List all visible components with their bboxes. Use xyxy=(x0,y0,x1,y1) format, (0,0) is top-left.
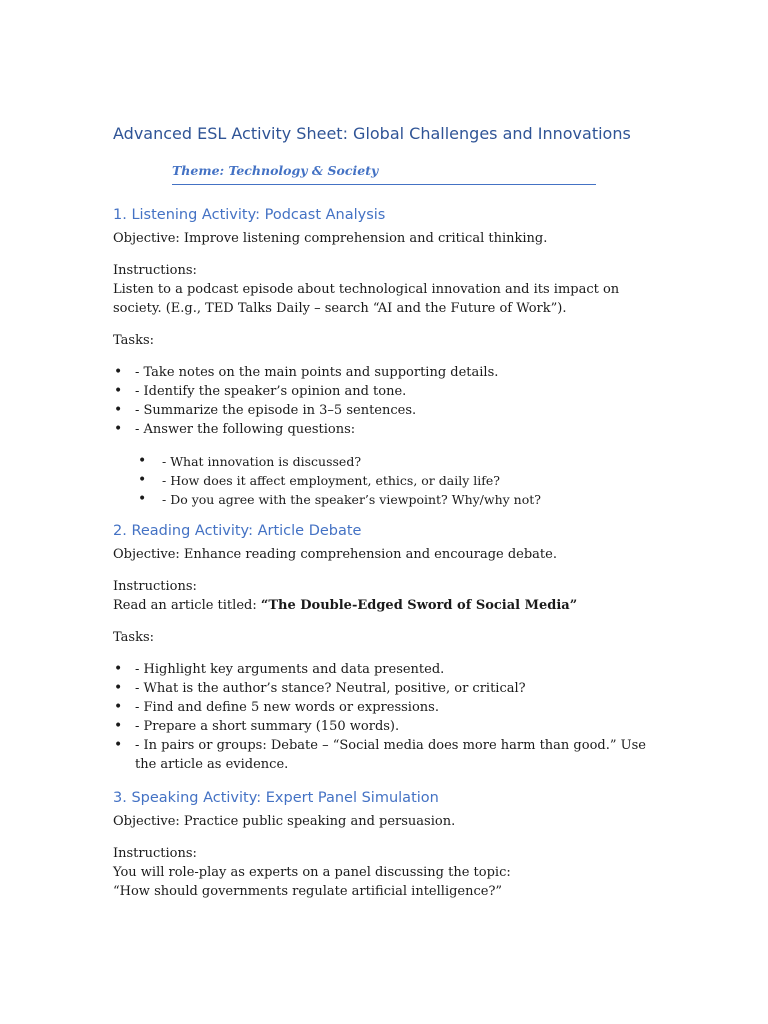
list-item: • - Highlight key arguments and data presented. xyxy=(113,660,658,679)
tasks-label: Tasks: xyxy=(113,630,155,645)
section-heading: 3. Speaking Activity: Expert Panel Simulation xyxy=(113,790,439,806)
instructions-label: Instructions: xyxy=(113,579,197,594)
tasks-label: Tasks: xyxy=(113,333,155,348)
article-title: “The Double-Edged Sword of Social Media” xyxy=(260,598,578,613)
document-title: Advanced ESL Activity Sheet: Global Challenges and Innovations xyxy=(113,124,631,143)
list-item: • - Identify the speaker’s opinion and tone. xyxy=(113,382,658,401)
task-list xyxy=(113,660,658,774)
objective-text: Objective: Improve listening comprehension and critical thinking. xyxy=(113,231,548,246)
instructions-text xyxy=(113,596,658,615)
instructions-prefix: Read an article titled: xyxy=(113,598,261,613)
document-theme: Theme: Technology & Society xyxy=(172,163,596,185)
instructions-text: Listen to a podcast episode about technological innovation and its impact on society. (E.g., TED Talks Daily – search “AI and the Future of Work”). xyxy=(113,282,620,316)
objective-text: Objective: Practice public speaking and persuasion. xyxy=(113,814,456,829)
document-body xyxy=(113,204,658,901)
section-listening xyxy=(113,204,658,509)
list-item: • - Find and define 5 new words or expressions. xyxy=(113,698,658,717)
list-item: • - Prepare a short summary (150 words). xyxy=(113,717,658,736)
section-reading xyxy=(113,520,658,774)
discussion-topic: “How should governments regulate artificial intelligence?” xyxy=(113,884,503,899)
instructions-label: Instructions: xyxy=(113,846,197,861)
instructions-label: Instructions: xyxy=(113,263,197,278)
list-item: • - How does it affect employment, ethics, or daily life? xyxy=(137,471,658,490)
list-item: • - Summarize the episode in 3–5 sentences. xyxy=(113,401,658,420)
list-item: • - Do you agree with the speaker’s viewpoint? Why/why not? xyxy=(137,490,658,509)
instructions-text: You will role-play as experts on a panel discussing the topic: xyxy=(113,865,511,880)
question-list xyxy=(113,452,658,509)
list-item: • - Take notes on the main points and supporting details. xyxy=(113,363,658,382)
list-item: • - What innovation is discussed? xyxy=(137,452,658,471)
section-heading: 1. Listening Activity: Podcast Analysis xyxy=(113,207,386,223)
section-heading: 2. Reading Activity: Article Debate xyxy=(113,523,362,539)
section-speaking xyxy=(113,787,658,901)
list-item: • - In pairs or groups: Debate – “Social media does more harm than good.” Use the article as evidence. xyxy=(113,736,658,774)
task-list xyxy=(113,363,658,439)
objective-text: Objective: Enhance reading comprehension and encourage debate. xyxy=(113,547,557,562)
list-item: • - Answer the following questions: xyxy=(113,420,658,439)
list-item: • - What is the author’s stance? Neutral, positive, or critical? xyxy=(113,679,658,698)
